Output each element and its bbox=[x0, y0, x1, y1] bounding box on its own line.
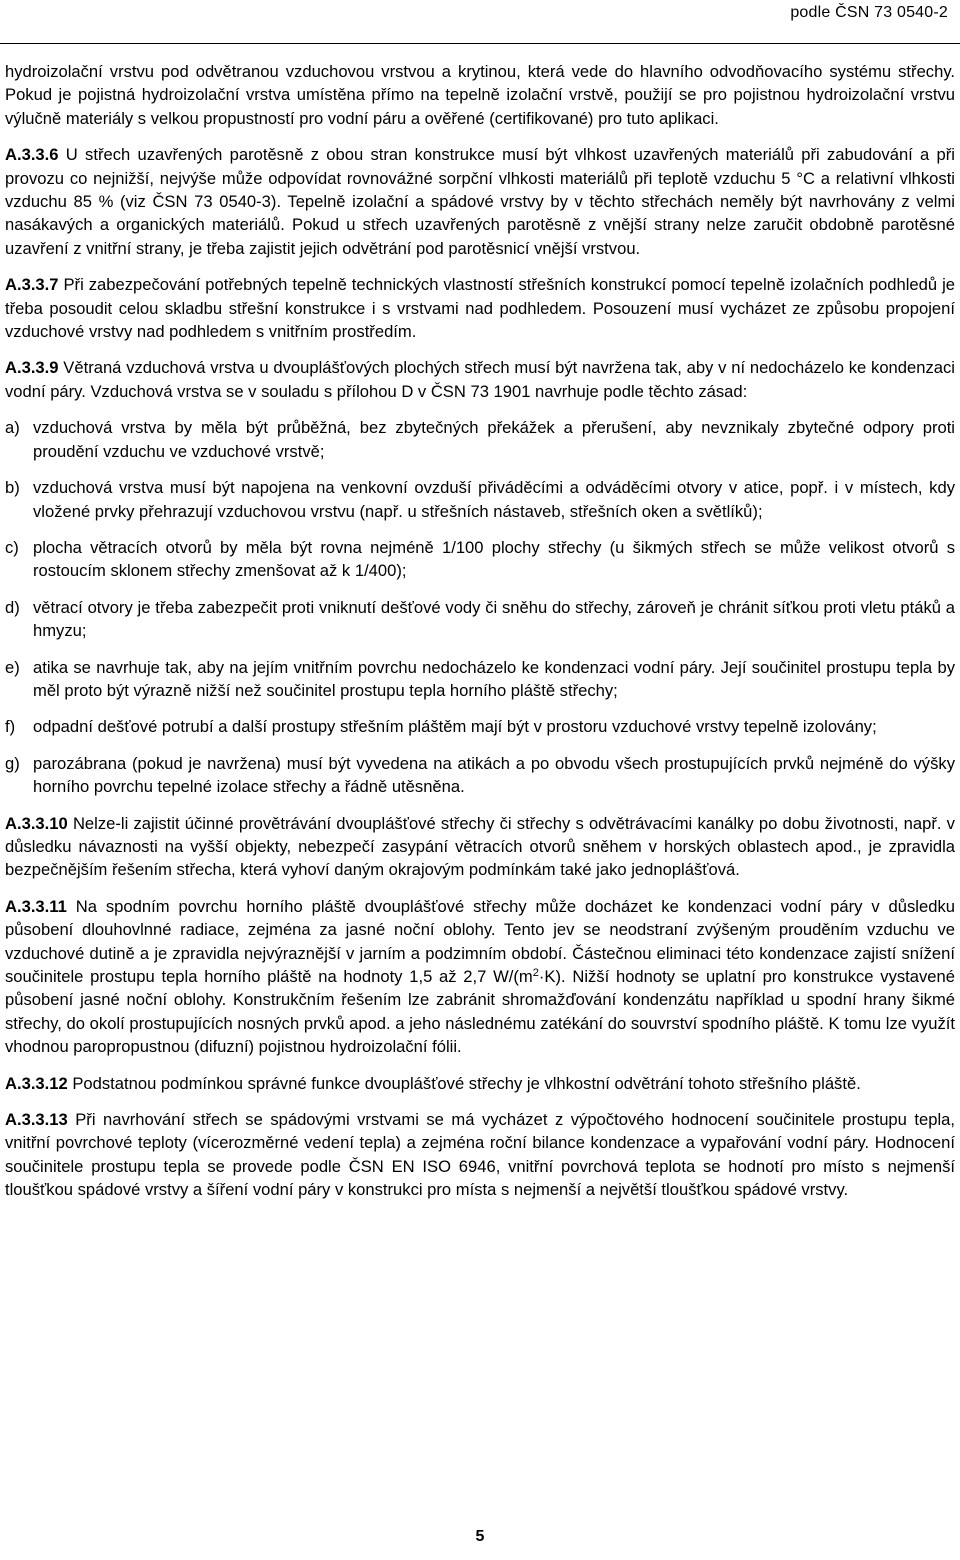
intro-paragraph: hydroizolační vrstvu pod odvětranou vzduchovou vrstvou a krytinou, která vede do hlavního odvodňovacího systému střechy. Pokud je pojistná hydroizolační vrstva umístěna přímo na tepelně izolační vrstvě, použijí se pro pojistnou hydroizolační vrstvu výlučně materiály s velkou propustností pro vodní páru a ověřené (certifikované) pro tuto aplikaci. bbox=[5, 62, 955, 128]
list-text: vzduchová vrstva musí být napojena na venkovní ovzduší přiváděcími a odváděcími otvory v atice, popř. i v místech, kdy vložené prvky přehrazují vzduchovou vrstvu (např. u střešních nástaveb, střešních oken a světlíků); bbox=[33, 478, 955, 521]
section-text-part-2: ·K). Nižší hodnoty se uplatní pro konstrukce vystavené působení jasné noční oblohy. Konstrukčním řešením lze zabránit shromažďování kondenzátu například u spodní hrany šikmé střechy, do okolí prostupujících nosných prvků apod. a jeho následnému zatékání do souvrství spodního pláště. K tomu lze využít vhodnou paropropustnou (difuzní) pojistnou hydroizolační fólii. bbox=[5, 967, 955, 1057]
section-a336 bbox=[5, 143, 955, 260]
list-item-e bbox=[5, 656, 955, 703]
section-number: A.3.3.13 bbox=[5, 1110, 68, 1130]
list-item-a bbox=[5, 416, 955, 463]
section-number: A.3.3.6 bbox=[5, 145, 59, 165]
section-text: Větraná vzduchová vrstva u dvouplášťových plochých střech musí být navržena tak, aby v ní nedocházelo ke kondenzaci vodní páry. Vzduchová vrstva se v souladu s přílohou D v ČSN 73 1901 navrhuje podle těchto zásad: bbox=[5, 358, 955, 401]
section-number: A.3.3.9 bbox=[5, 358, 59, 378]
list-item-f bbox=[5, 715, 955, 738]
list-text: větrací otvory je třeba zabezpečit proti vniknutí dešťové vody či sněhu do střechy, zároveň je chránit síťkou proti vletu ptáků a hmyzu; bbox=[33, 597, 955, 641]
section-text-part-1: Na spodním povrchu horního pláště dvouplášťové střechy může docházet ke kondenzaci vodní páry v důsledku působení dlouhovlnné radiace, zejména za jasné noční oblohy. Tento jev se neodstraní zvýšeným prouděním vzduchu ve vzduchové dutině a je zpravidla nejvýraznější v jarním a podzimním období. Částečnou eliminaci této kondenzace zajistí snížení součinitele prostupu tepla horního pláště na hodnoty 1,5 až 2,7 W/(m bbox=[5, 896, 955, 986]
section-number: A.3.3.11 bbox=[5, 896, 67, 916]
list-text: plocha větracích otvorů by měla být rovna nejméně 1/100 plochy střechy (u šikmých střech se může velikost otvorů s rostoucím sklonem střechy zmenšovat až k 1/400); bbox=[33, 537, 955, 581]
section-number: A.3.3.12 bbox=[5, 1073, 68, 1093]
list-text: odpadní dešťové potrubí a další prostupy střešním pláštěm mají být v prostoru vzduchové vrstvy tepelně izolovány; bbox=[33, 717, 877, 737]
section-number: A.3.3.10 bbox=[5, 813, 68, 833]
list-marker: a) bbox=[5, 418, 20, 438]
section-text: Při navrhování střech se spádovými vrstvami se má vycházet z výpočtového hodnocení součinitele prostupu tepla, vnitřní povrchové teploty (vícerozměrné vedení tepla) a zejména roční bilance kondenzace a vypařování vodní páry. Hodnocení součinitele prostupu tepla se provede podle ČSN EN ISO 6946, vnitřní povrchová teplota se hodnotí pro místo s nejmenší tloušťkou spádové vrstvy a šíření vodní páry v konstrukci pro místa s nejmenší a největší tloušťkou spádové vrstvy. bbox=[5, 1110, 955, 1200]
list-marker: f) bbox=[5, 717, 16, 737]
section-text: Při zabezpečování potřebných tepelně technických vlastností střešních konstrukcí pomocí tepelně izolačních podhledů je třeba posoudit celou skladbu střešní konstrukce i s vrstvami nad podhledem. Posouzení musí vycházet ze způsobu propojení vzduchové vrstvy nad podhledem s vnitřním prostředím. bbox=[5, 275, 955, 342]
list-item-c bbox=[5, 536, 955, 583]
section-text: Podstatnou podmínkou správné funkce dvouplášťové střechy je vlhkostní odvětrání tohoto střešního pláště. bbox=[72, 1073, 861, 1093]
list-text: vzduchová vrstva by měla být průběžná, bez zbytečných překážek a přerušení, aby nevznikaly zbytečné odpory proti proudění vzduchu ve vzduchové vrstvě; bbox=[33, 418, 955, 461]
list-marker: g) bbox=[5, 753, 20, 773]
section-a337 bbox=[5, 273, 955, 343]
section-a339 bbox=[5, 356, 955, 403]
list-marker: b) bbox=[5, 478, 20, 498]
section-a3313 bbox=[5, 1108, 955, 1202]
list-marker: d) bbox=[5, 597, 20, 617]
section-a3312 bbox=[5, 1072, 955, 1095]
list-marker: c) bbox=[5, 537, 19, 557]
running-header: podle ČSN 73 0540-2 bbox=[790, 4, 948, 21]
section-text: U střech uzavřených parotěsně z obou stran konstrukce musí být vlhkost uzavřených materiálů při zabudování a při provozu co nejnižší, nejvýše může odpovídat rovnovážné sorpční vlhkosti materiálů při teplotě vzduchu 5 °C a relativní vlhkosti vzduchu 85 % (viz ČSN 73 0540-3). Tepelně izolační a spádové vrstvy by v těchto střechách neměly být navrhovány z velmi nasákavých a organických materiálů. Pokud u střech uzavřených parotěsně z vnější strany nelze zaručit obdobně parotěsné uzavření z vnitřní strany, je třeba zajistit jejich odvětrání pod parotěsnicí vnější vrstvou. bbox=[5, 145, 955, 258]
section-a3311 bbox=[5, 895, 955, 1059]
list-marker: e) bbox=[5, 657, 20, 677]
section-number: A.3.3.7 bbox=[5, 275, 59, 295]
document-body bbox=[5, 60, 955, 1215]
section-text: Nelze-li zajistit účinné provětrávání dvouplášťové střechy či střechy s odvětrávacími kanálky po dobu životnosti, např. v důsledku návaznosti na vyšší objekty, nebezpečí zasypání větracích otvorů sněhem v horských oblastech apod., je zpravidla bezpečnějším řešením střecha, která vyhoví daným okrajovým podmínkám také jako jednoplášťová. bbox=[5, 813, 955, 880]
section-a3310 bbox=[5, 812, 955, 882]
rules-list bbox=[5, 416, 955, 798]
list-item-d bbox=[5, 596, 955, 643]
header-rule bbox=[0, 43, 960, 44]
list-item-g bbox=[5, 752, 955, 799]
list-text: atika se navrhuje tak, aby na jejím vnitřním povrchu nedocházelo ke kondenzaci vodní páry. Její součinitel prostupu tepla by měl proto být výrazně nižší než součinitel prostupu tepla horního pláště střechy; bbox=[33, 657, 955, 700]
superscript: 2 bbox=[532, 967, 539, 979]
page-number: 5 bbox=[475, 1528, 485, 1545]
list-text: parozábrana (pokud je navržena) musí být vyvedena na atikách a po obvodu všech prostupujících prvků nejméně do výšky horního povrchu tepelné izolace střechy a řádně utěsněna. bbox=[33, 753, 955, 797]
list-item-b bbox=[5, 476, 955, 523]
